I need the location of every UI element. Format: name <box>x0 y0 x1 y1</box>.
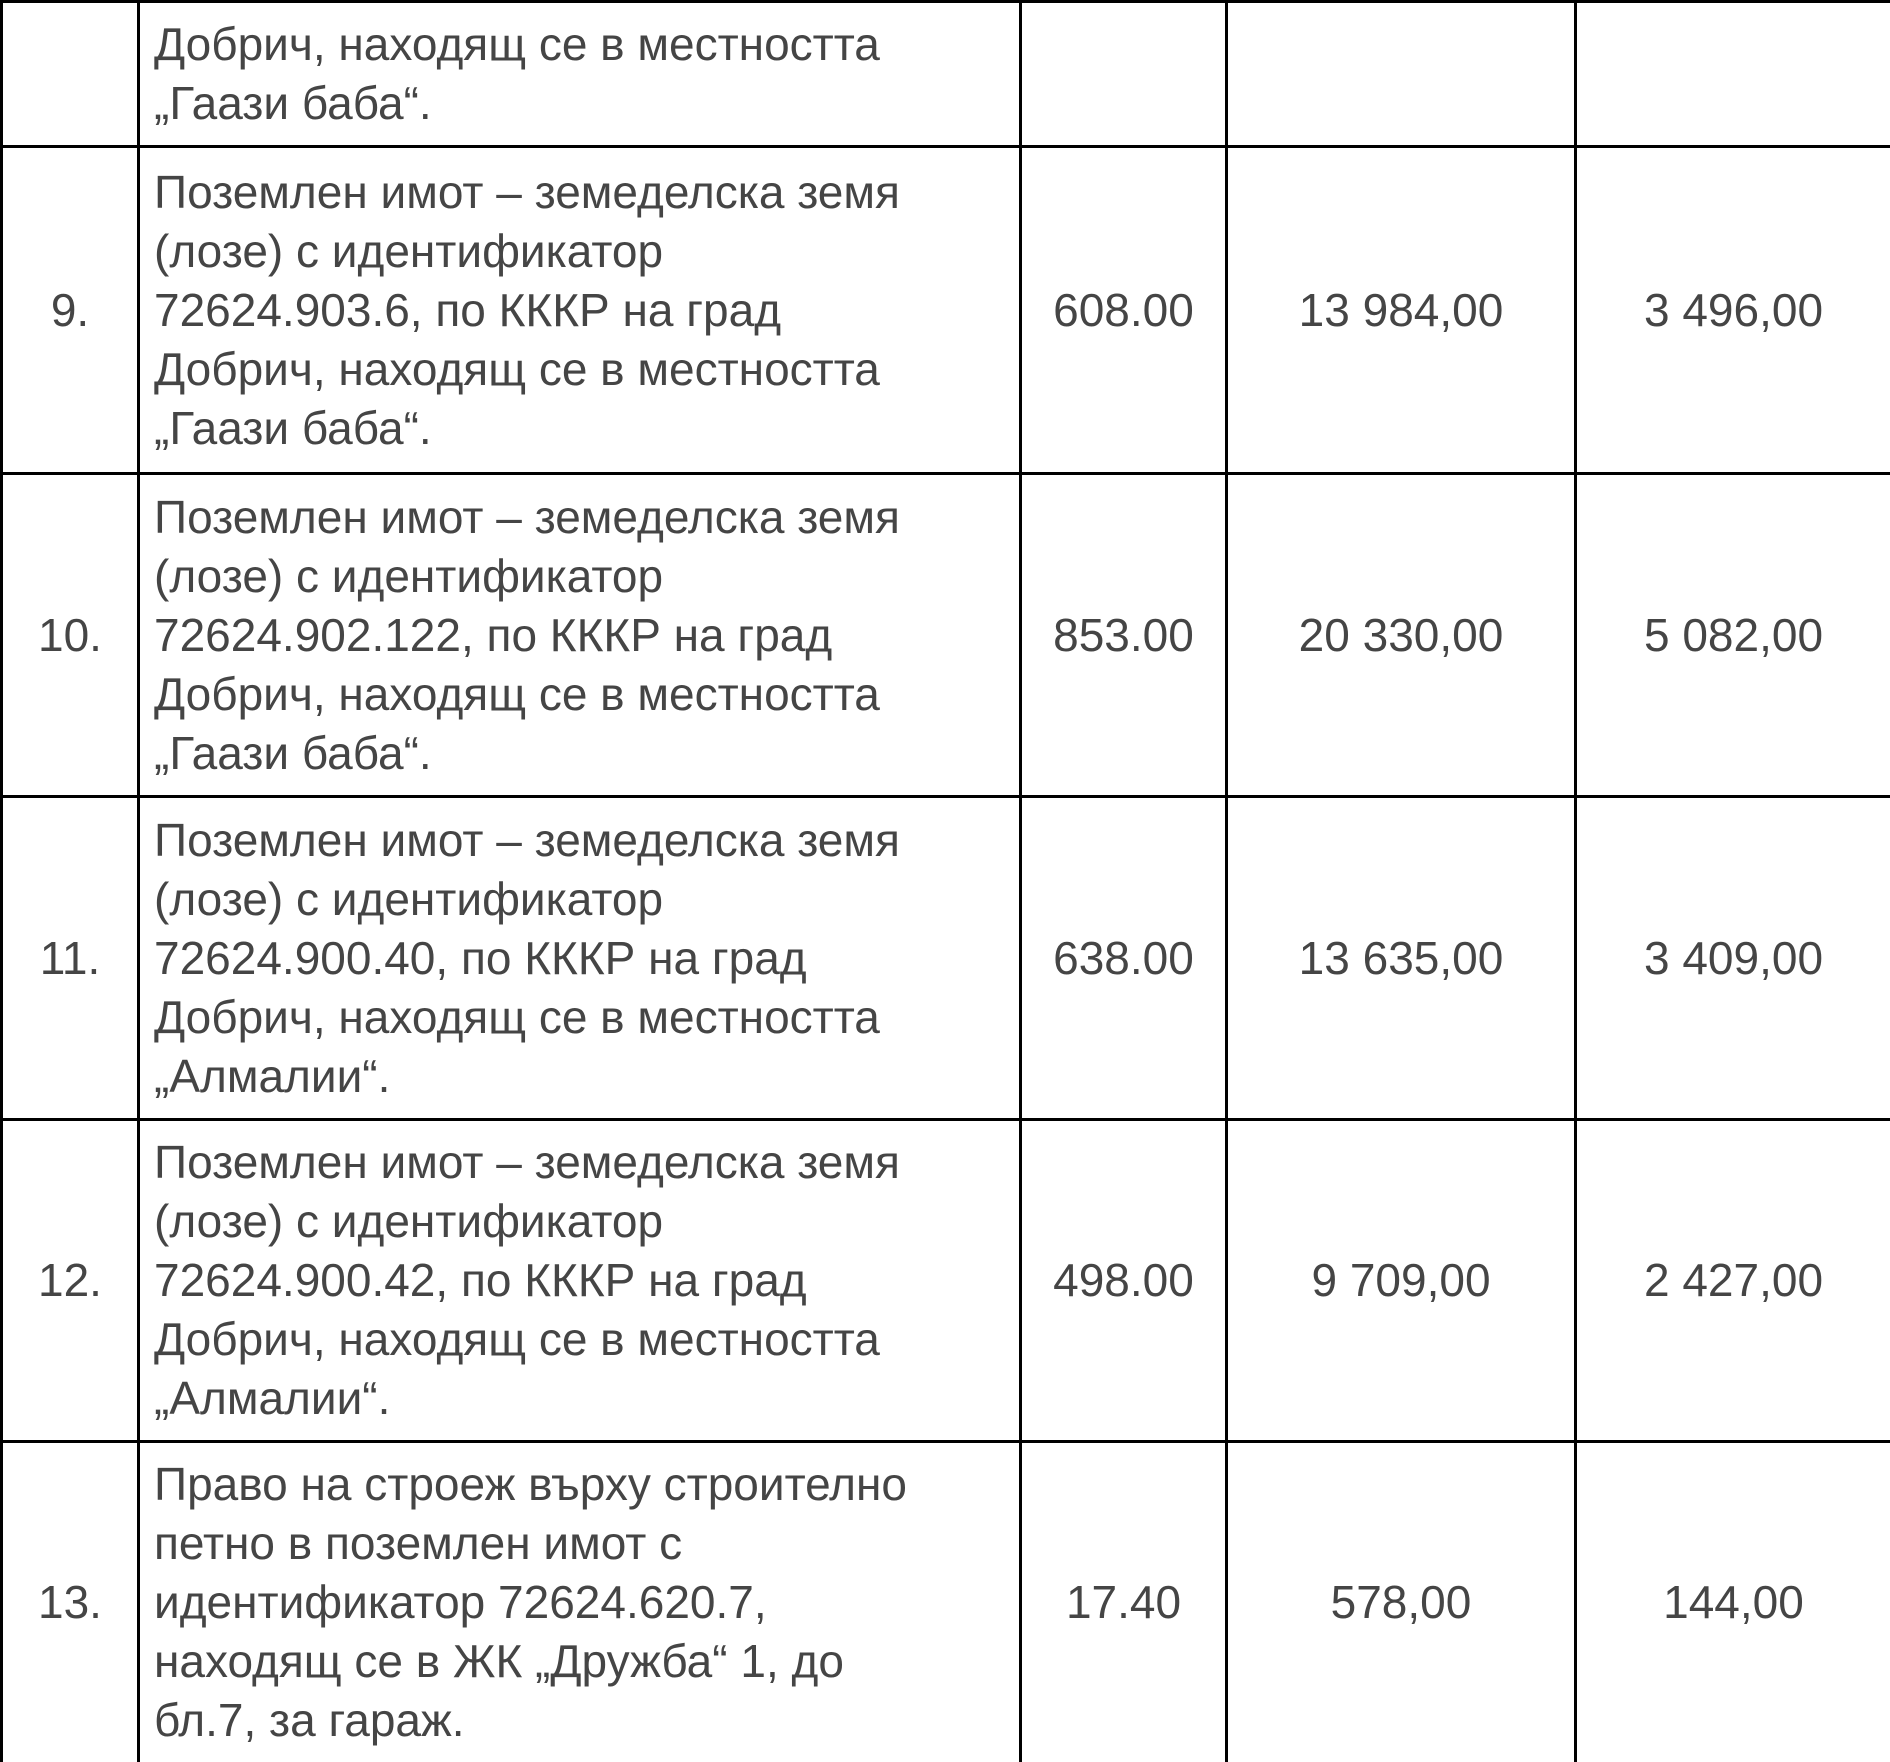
description-line: „Алмалии“. <box>154 1372 391 1424</box>
row-number-cell: 10. <box>2 474 139 797</box>
description-line: находящ се в ЖК „Дружба“ 1, до <box>154 1635 844 1687</box>
row-number-cell: 9. <box>2 147 139 474</box>
description-line: идентификатор 72624.620.7, <box>154 1576 767 1628</box>
description-line: Добрич, находящ се в местността <box>154 342 880 395</box>
description-line: Право на строеж върху строително <box>154 1458 908 1510</box>
area-cell: 17.40 <box>1021 1442 1227 1762</box>
description-line: „Гаази баба“. <box>154 401 432 454</box>
description-cell <box>139 474 1021 797</box>
table-row <box>2 147 1890 474</box>
description-cell <box>139 1120 1021 1442</box>
description-line: 72624.903.6, по КККР на град <box>154 283 782 336</box>
description-line: Добрич, находящ се в местността <box>154 990 880 1043</box>
description-line: Добрич, находящ се в местността <box>154 667 880 720</box>
description-line: „Алмалии“. <box>154 1049 391 1102</box>
description-cell <box>139 147 1021 474</box>
table-row <box>2 2 1890 147</box>
description-line: 72624.900.40, по КККР на град <box>154 931 807 984</box>
amount-cell: 2 427,00 <box>1576 1120 1890 1442</box>
description-line: „Гаази баба“. <box>154 726 432 779</box>
area-cell <box>1021 2 1227 147</box>
description-line: 72624.902.122, по КККР на град <box>154 608 833 661</box>
row-number-cell: 11. <box>2 797 139 1120</box>
amount-cell: 144,00 <box>1576 1442 1890 1762</box>
description-cell <box>139 1442 1021 1762</box>
amount-cell <box>1227 2 1576 147</box>
description-line: Поземлен имот – земеделска земя <box>154 490 900 543</box>
amount-cell: 5 082,00 <box>1576 474 1890 797</box>
description-cell <box>139 2 1021 147</box>
area-cell: 498.00 <box>1021 1120 1227 1442</box>
description-line: Поземлен имот – земеделска земя <box>154 1136 900 1188</box>
table-row <box>2 797 1890 1120</box>
description-line: (лозе) с идентификатор <box>154 549 664 602</box>
table-row <box>2 474 1890 797</box>
description-line: Поземлен имот – земеделска земя <box>154 813 900 866</box>
description-line: 72624.900.42, по КККР на град <box>154 1254 807 1306</box>
description-cell <box>139 797 1021 1120</box>
amount-cell: 20 330,00 <box>1227 474 1576 797</box>
area-cell: 853.00 <box>1021 474 1227 797</box>
amount-cell: 13 635,00 <box>1227 797 1576 1120</box>
row-number-cell: 13. <box>2 1442 139 1762</box>
description-line: петно в поземлен имот с <box>154 1517 683 1569</box>
row-number-cell: 12. <box>2 1120 139 1442</box>
table-row <box>2 1442 1890 1762</box>
description-line: Поземлен имот – земеделска земя <box>154 165 900 218</box>
description-line: (лозе) с идентификатор <box>154 872 664 925</box>
description-line: Добрич, находящ се в местността <box>154 18 880 70</box>
area-cell: 608.00 <box>1021 147 1227 474</box>
row-number-cell <box>2 2 139 147</box>
description-line: (лозе) с идентификатор <box>154 224 664 277</box>
description-line: „Гаази баба“. <box>154 77 432 129</box>
amount-cell: 578,00 <box>1227 1442 1576 1762</box>
area-cell: 638.00 <box>1021 797 1227 1120</box>
amount-cell: 3 496,00 <box>1576 147 1890 474</box>
description-line: Добрич, находящ се в местността <box>154 1313 880 1365</box>
amount-cell <box>1576 2 1890 147</box>
table-row <box>2 1120 1890 1442</box>
description-line: бл.7, за гараж. <box>154 1694 465 1746</box>
amount-cell: 9 709,00 <box>1227 1120 1576 1442</box>
amount-cell: 3 409,00 <box>1576 797 1890 1120</box>
description-line: (лозе) с идентификатор <box>154 1195 664 1247</box>
amount-cell: 13 984,00 <box>1227 147 1576 474</box>
